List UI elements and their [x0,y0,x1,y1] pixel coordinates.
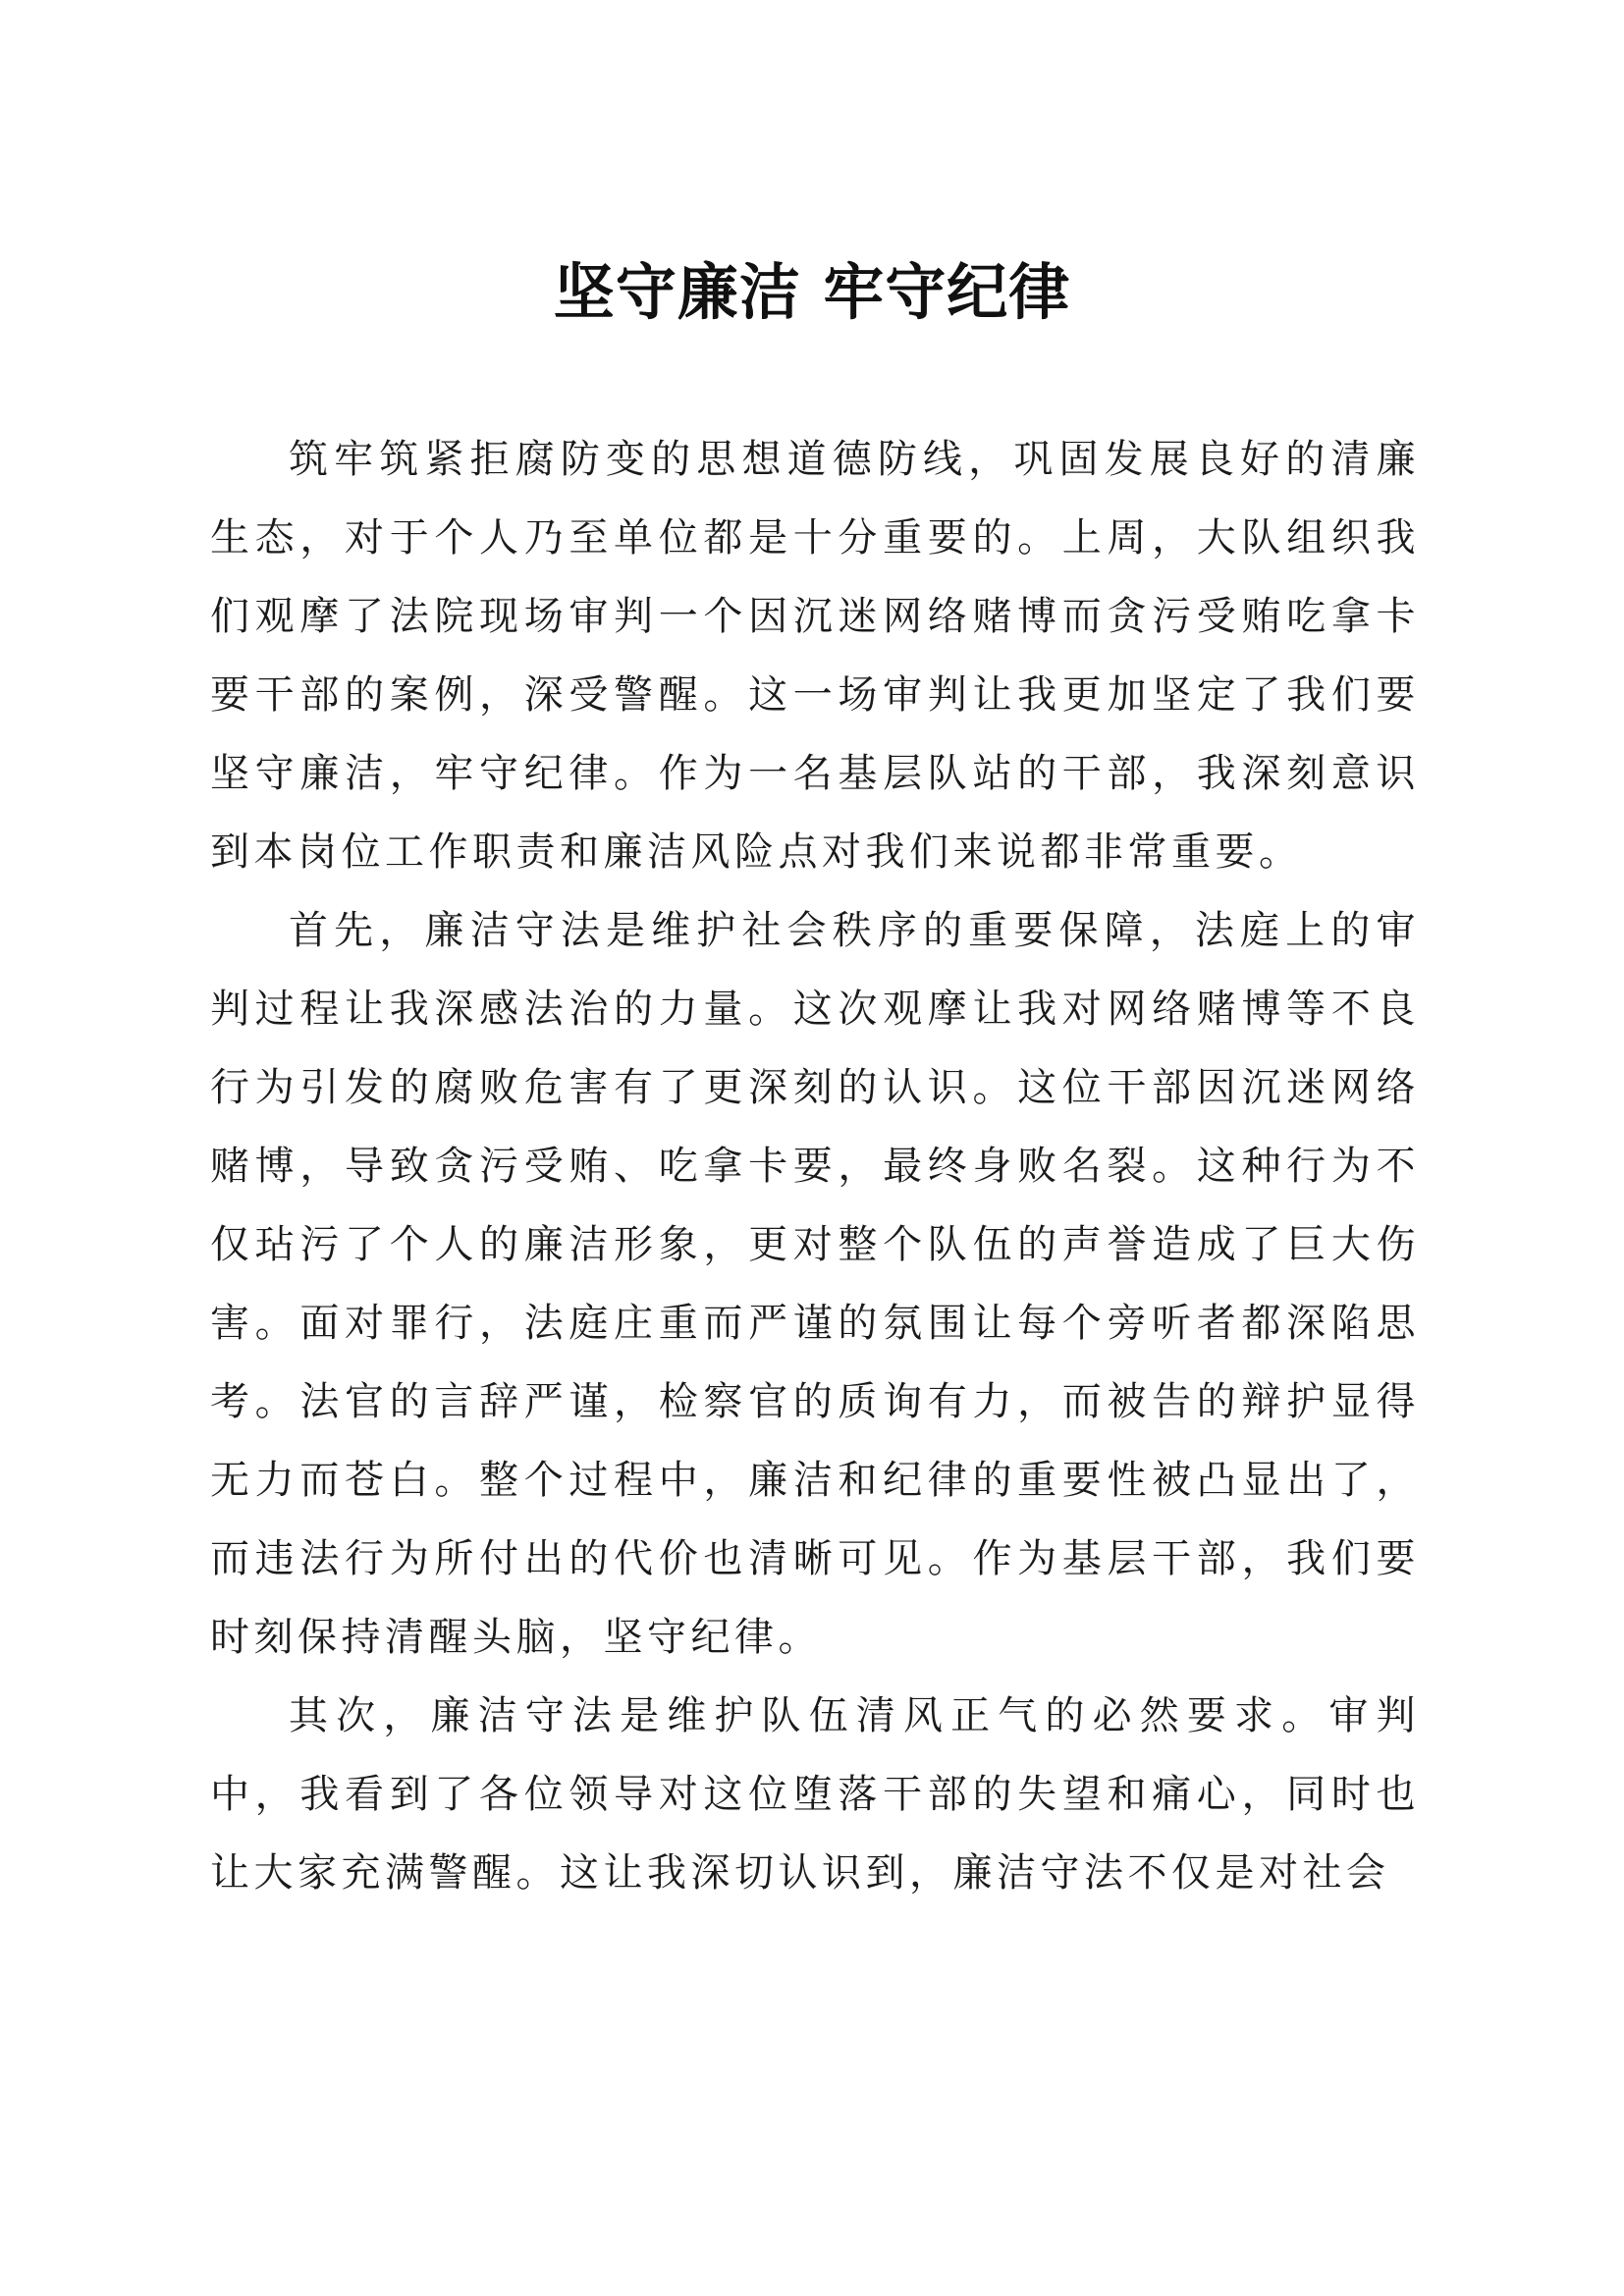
document-body [210,420,1420,1912]
document-title: 坚守廉洁 牢守纪律 [553,256,1071,328]
body-paragraph-3: 其次，廉洁守法是维护队伍清风正气的必然要求。审判中，我看到了各位领导对这位堕落干部的失望和痛心，同时也让大家充满警醒。这让我深切认识到，廉洁守法不仅是对社会 [210,1693,1420,1896]
body-paragraph-2: 首先，廉洁守法是维护社会秩序的重要保障，法庭上的审判过程让我深感法治的力量。这次观摩让我对网络赌博等不良行为引发的腐败危害有了更深刻的认识。这位干部因沉迷网络赌博，导致贪污受贿、吃拿卡要，最终身败名裂。这种行为不仅玷污了个人的廉洁形象，更对整个队伍的声誉造成了巨大伤害。面对罪行，法庭庄重而严谨的氛围让每个旁听者都深陷思考。法官的言辞严谨，检察官的质询有力，而被告的辩护显得无力而苍白。整个过程中，廉洁和纪律的重要性被凸显出了，而违法行为所付出的代价也清晰可见。作为基层干部，我们要时刻保持清醒头脑，坚守纪律。 [210,908,1420,1660]
body-paragraph-1: 筑牢筑紧拒腐防变的思想道德防线，巩固发展良好的清廉生态，对于个人乃至单位都是十分重要的。上周，大队组织我们观摩了法院现场审判一个因沉迷网络赌博而贪污受贿吃拿卡要干部的案例，深受警醒。这一场审判让我更加坚定了我们要坚守廉洁，牢守纪律。作为一名基层队站的干部，我深刻意识到本岗位工作职责和廉洁风险点对我们来说都非常重要。 [210,437,1420,875]
